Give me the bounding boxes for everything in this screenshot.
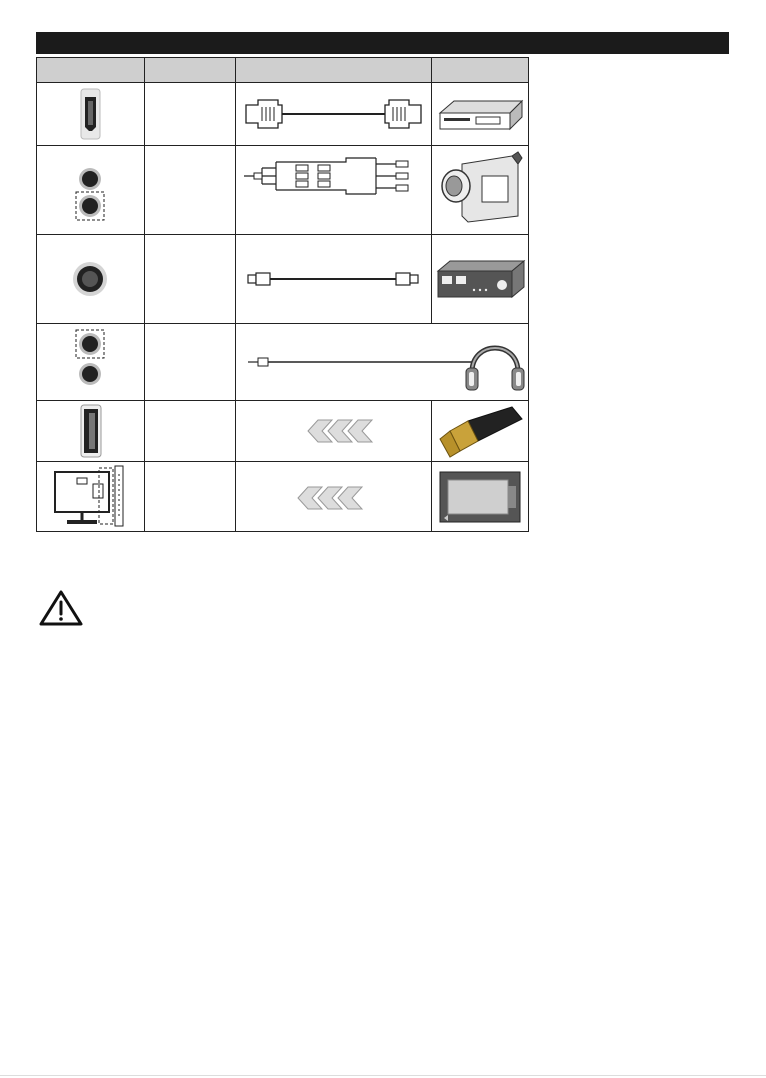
type-cell: [145, 235, 236, 324]
port-cell: [37, 324, 145, 401]
headphone-jacks-icon: [37, 324, 144, 400]
table-header-row: [37, 58, 529, 83]
header-device: [432, 58, 529, 83]
ci-cam-module-icon: [432, 462, 528, 531]
usb-port-icon: [37, 401, 144, 461]
insert-arrows-icon: [236, 401, 431, 461]
port-cell: [37, 462, 145, 532]
header-cables: [236, 58, 432, 83]
page-bottom-rule: [0, 1075, 766, 1076]
cable-cell: [236, 235, 432, 324]
hdmi-cable-icon: [236, 83, 431, 145]
cable-cell: [236, 83, 432, 146]
av-in-jacks-icon: [37, 146, 144, 234]
device-cell: [432, 146, 529, 235]
coaxial-out-icon: [37, 235, 144, 323]
camcorder-icon: [432, 146, 528, 234]
dvd-player-icon: [432, 83, 528, 145]
device-cell: [432, 401, 529, 462]
connections-table: [36, 57, 529, 532]
header-type: [145, 58, 236, 83]
table-row: [37, 235, 529, 324]
table-row: [37, 401, 529, 462]
device-cell: [432, 462, 529, 532]
type-cell: [145, 401, 236, 462]
section-title-bar: [36, 32, 729, 54]
table-row: [37, 146, 529, 235]
port-cell: [37, 83, 145, 146]
cable-cell: [236, 401, 432, 462]
port-cell: [37, 401, 145, 462]
coaxial-cable-icon: [236, 235, 431, 323]
amplifier-icon: [432, 235, 528, 323]
header-connector: [37, 58, 145, 83]
warning-icon-block: [38, 588, 84, 633]
usb-stick-icon: [432, 401, 528, 461]
headphone-cable-icon: [236, 324, 528, 400]
type-cell: [145, 146, 236, 235]
port-cell: [37, 235, 145, 324]
port-cell: [37, 146, 145, 235]
table-row: [37, 83, 529, 146]
cable-cell: [236, 324, 529, 401]
cable-cell: [236, 462, 432, 532]
ci-slot-tv-icon: [37, 462, 144, 531]
warning-triangle-icon: [38, 588, 84, 628]
table-row: [37, 462, 529, 532]
type-cell: [145, 83, 236, 146]
cable-cell: [236, 146, 432, 235]
type-cell: [145, 324, 236, 401]
device-cell: [432, 83, 529, 146]
hdmi-port-icon: [37, 83, 144, 145]
av-rca-cable-icon: [236, 146, 431, 234]
headphones-icon: [466, 348, 524, 390]
device-cell: [432, 235, 529, 324]
insert-arrows-icon: [236, 462, 431, 531]
table-row: [37, 324, 529, 401]
type-cell: [145, 462, 236, 532]
